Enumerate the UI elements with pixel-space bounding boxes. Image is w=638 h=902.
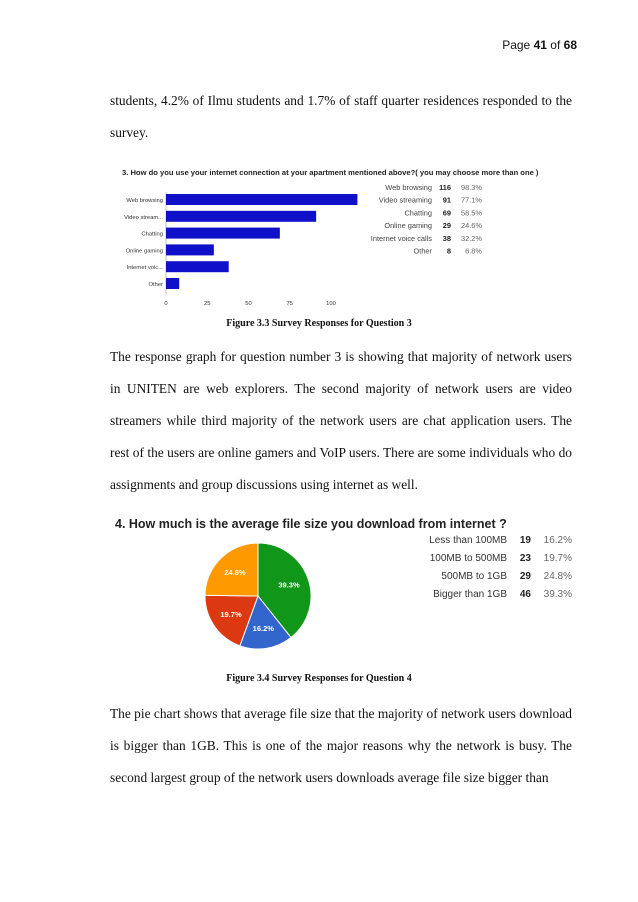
pie-legend-percent: 19.7%: [543, 553, 572, 564]
bar-x-tick-label: 50: [245, 300, 252, 307]
bar-4: [166, 261, 229, 272]
paragraph-intro: students, 4.2% of Ilmu students and 1.7% of staff quarter residences responded to the survey.: [110, 93, 572, 140]
bar-legend-count: 29: [442, 221, 451, 231]
bar-3: [166, 244, 214, 255]
bar-legend-count: 8: [446, 246, 451, 256]
figure-3-4-caption: Figure 3.4 Survey Responses for Question 4: [226, 673, 412, 684]
bar-legend-label: Chatting: [404, 208, 432, 218]
bar-legend-count: 69: [442, 208, 451, 218]
pie-legend-label: Less than 100MB: [429, 535, 507, 546]
bar-0: [166, 194, 357, 205]
bar-category-label: Other: [148, 282, 163, 288]
page-prefix: Page: [502, 38, 531, 52]
pie-legend-label: 100MB to 500MB: [429, 553, 507, 564]
paragraph-pie-analysis: The pie chart shows that average file size that the majority of network users download is bigger than 1GB. This is one of the major reasons why the network is busy. The second largest group of the network users downloads average file size bigger than: [110, 706, 572, 785]
pie-chart-question-4: [110, 508, 580, 658]
pie-slice-label: 19.7%: [220, 610, 242, 620]
pie-slice-label: 16.2%: [252, 623, 274, 633]
bar-legend-label: Other: [413, 246, 432, 256]
bar-legend-percent: 24.6%: [461, 221, 482, 231]
pie-legend-percent: 16.2%: [543, 535, 572, 546]
bar-legend-count: 91: [442, 195, 451, 205]
bar-x-tick-label: 75: [286, 300, 293, 307]
bar-legend-label: Video streaming: [378, 195, 432, 205]
page-total: 68: [563, 38, 577, 52]
paragraph-bar-analysis: The response graph for question number 3 is showing that majority of network users in UNITEN are web explorers. The second majority of network users are video streamers while third majority of the network users are chat application users. The rest of the users are online gamers and VoIP users. There are some individuals who do assignments and group discussions using internet as well.: [110, 349, 572, 492]
page-of: of: [550, 38, 561, 52]
bar-legend-count: 38: [442, 233, 451, 243]
bar-legend-percent: 77.1%: [461, 195, 482, 205]
page-current: 41: [533, 38, 547, 52]
bar-legend-percent: 32.2%: [461, 233, 482, 243]
bar-category-label: Internet voic...: [126, 265, 163, 272]
page-number: [0, 38, 577, 52]
bar-category-label: Chatting: [141, 231, 163, 238]
bar-legend-label: Web browsing: [385, 183, 432, 192]
pie-legend-count: 46: [519, 589, 531, 600]
bar-category-label: Online gaming: [125, 248, 163, 255]
bar-x-tick-label: 100: [326, 300, 336, 307]
pie-legend-percent: 39.3%: [543, 589, 572, 600]
bar-category-label: Web browsing: [126, 198, 163, 204]
pie-slice-label: 24.8%: [224, 568, 246, 578]
bar-1: [166, 211, 316, 222]
bar-legend-percent: 6.8%: [465, 246, 482, 256]
pie-chart-title: 4. How much is the average file size you download from internet ?: [115, 517, 507, 531]
pie-legend-label: 500MB to 1GB: [441, 571, 507, 582]
bar-legend-label: Internet voice calls: [370, 233, 432, 243]
pie-legend-count: 19: [519, 535, 531, 546]
pie-legend-count: 23: [519, 553, 531, 564]
bar-chart-question-3: [110, 160, 570, 307]
bar-chart-title: 3. How do you use your internet connection at your apartment mentioned above?( you may choose more than one ): [122, 168, 539, 177]
bar-5: [166, 278, 179, 289]
pie-legend-label: Bigger than 1GB: [433, 589, 507, 600]
bar-x-tick-label: 0: [164, 300, 168, 307]
bar-legend-label: Online gaming: [384, 221, 432, 231]
bar-legend-count: 116: [439, 183, 451, 192]
figure-3-3-caption: Figure 3.3 Survey Responses for Question 3: [226, 318, 412, 329]
pie-slice-label: 39.3%: [278, 580, 300, 590]
bar-x-tick-label: 25: [204, 300, 211, 307]
bar-2: [166, 228, 280, 239]
pie-legend-percent: 24.8%: [543, 571, 572, 582]
bar-legend-percent: 98.3%: [461, 183, 482, 192]
bar-legend-percent: 58.5%: [461, 208, 482, 218]
bar-category-label: Video stream...: [124, 214, 163, 221]
pie-legend-count: 29: [519, 571, 531, 582]
